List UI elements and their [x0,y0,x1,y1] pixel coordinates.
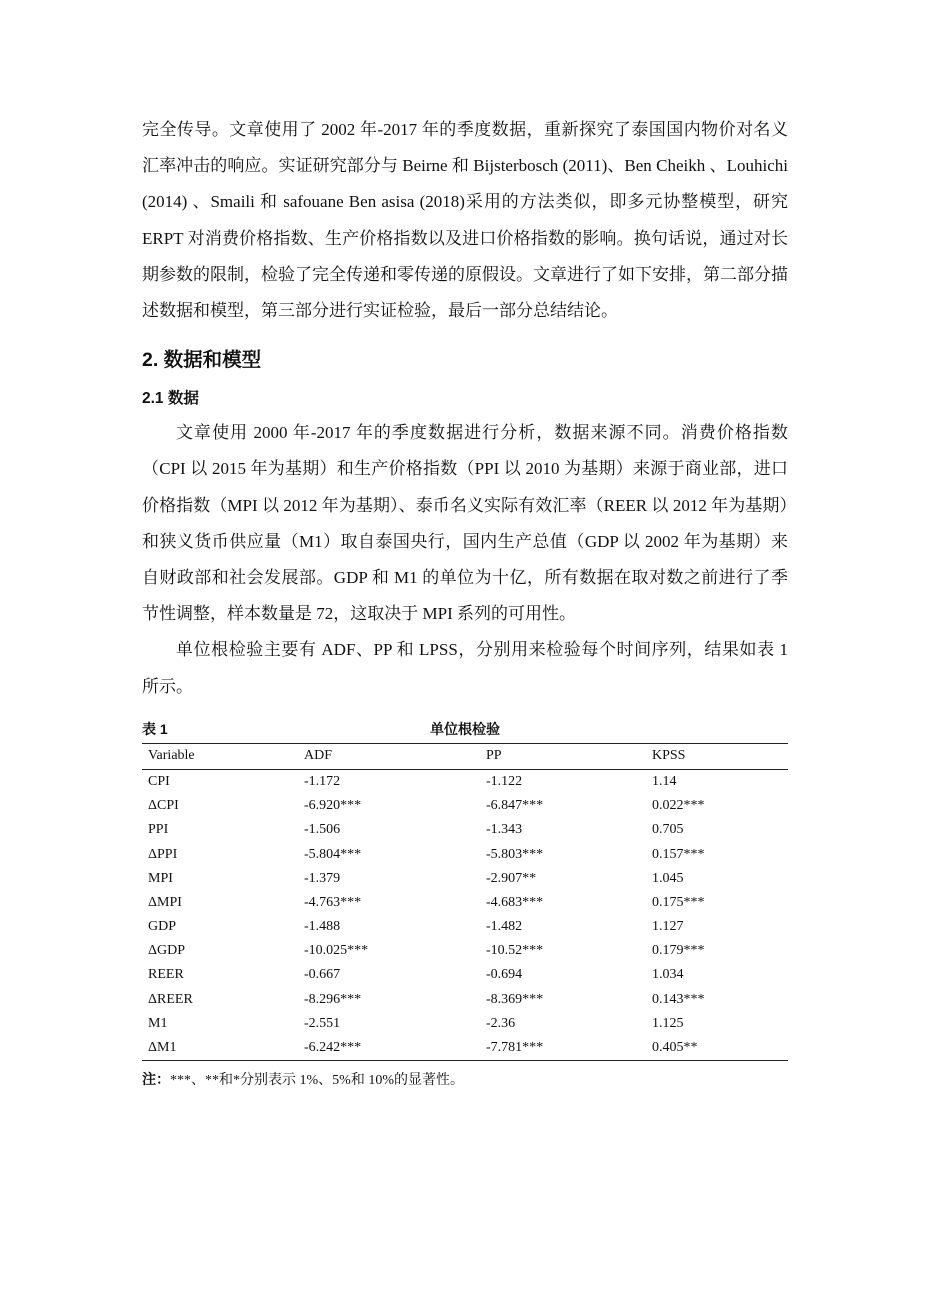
cell-pp: -0.694 [486,967,523,983]
cell-pp: -7.781*** [480,1036,646,1061]
table-row [142,818,788,842]
cell-variable: PPI [148,822,169,838]
note-label: 注： [142,1071,170,1088]
table-header-row [142,743,788,769]
cell-kpss: 0.175*** [652,894,705,910]
table-number: 表 1 [142,720,168,737]
cell-pp: -6.847*** [486,798,544,814]
cell-variable: GDP [148,919,177,935]
table-row [142,1012,788,1036]
header-adf: ADF [298,743,480,769]
table-row [142,891,788,915]
cell-adf: -8.296*** [304,991,362,1007]
intro-paragraph: 完全传导。文章使用了 2002 年-2017 年的季度数据，重新探究了泰国国内物价对名义汇率冲击的响应。实证研究部分与 Beirne 和 Bijsterbosch (2011)、Ben Cheikh 、Louhichi (2014) 、Smaili 和 safouane Ben asisa (2018)采用的方法类似，即多元协整模型，研究 ERPT 对消费价格指数、生产价格指数以及进口价格指数的影响。换句话说，通过对长期参数的限制，检验了完全传递和零传递的原假设。文章进行了如下安排，第二部分描述数据和模型，第三部分进行实证检验，最后一部分总结结论。 [142,120,788,321]
cell-adf: -1.506 [304,822,341,838]
cell-variable: M1 [148,1015,168,1031]
cell-pp: -5.803*** [486,846,544,862]
cell-adf: -2.551 [304,1015,341,1031]
unit-root-table [142,743,788,1061]
cell-pp: -1.122 [486,773,523,789]
cell-pp: -1.482 [486,919,523,935]
table-row [142,988,788,1012]
cell-adf: -6.920*** [304,798,362,814]
intro-text [142,112,788,329]
cell-pp: -2.907** [486,870,537,886]
table-title: 单位根检验 [430,720,500,737]
cell-variable: ΔPPI [148,846,178,862]
cell-kpss: 0.157*** [652,846,705,862]
cell-kpss: 0.705 [652,822,684,838]
data-description-paragraph: 文章使用 2000 年-2017 年的季度数据进行分析，数据来源不同。消费价格指数（CPI 以 2015 年为基期）和生产价格指数（PPI 以 2010 为基期）来源于商业部，进口价格指数（MPI 以 2012 年为基期）、泰币名义实际有效汇率（REER 以 2012 年为基期）和狭义货币供应量（M1）取自泰国央行，国内生产总值（GDP 以 2002 年为基期）来自财政部和社会发展部。GDP 和 M1 的单位为十亿，所有数据在取对数之前进行了季节性调整，样本数量是 72，这取决于 MPI 系列的可用性。 [142,423,788,624]
paper-page [142,112,788,1091]
cell-variable: ΔREER [148,991,193,1007]
cell-adf: -4.763*** [304,894,362,910]
table-row [142,867,788,891]
cell-pp: -8.369*** [486,991,544,1007]
table-row [142,794,788,818]
body-text [142,415,788,705]
header-kpss: KPSS [646,743,788,769]
cell-adf: -0.667 [304,967,341,983]
cell-variable: ΔCPI [148,798,179,814]
cell-adf: -5.804*** [304,846,362,862]
note-text: ***、**和*分别表示 1%、5%和 10%的显著性。 [170,1073,464,1089]
cell-adf: -1.172 [304,773,341,789]
cell-pp: -10.52*** [486,943,544,959]
cell-kpss: 0.179*** [652,943,705,959]
cell-variable: MPI [148,870,173,886]
cell-variable: CPI [148,773,170,789]
cell-variable: REER [148,967,184,983]
cell-kpss: 0.143*** [652,991,705,1007]
table-caption [142,717,788,741]
cell-pp: -4.683*** [486,894,544,910]
cell-kpss: 1.14 [652,773,677,789]
cell-variable: ΔM1 [142,1036,298,1061]
cell-kpss: 0.405** [646,1036,788,1061]
cell-pp: -1.343 [486,822,523,838]
cell-kpss: 1.045 [652,870,684,886]
header-pp: PP [480,743,646,769]
table-row [142,1036,788,1061]
cell-adf: -1.379 [304,870,341,886]
table-row [142,769,788,794]
section-heading: 2. 数据和模型 [142,349,262,372]
cell-variable: ΔMPI [148,894,182,910]
subsection-heading: 2.1 数据 [142,390,199,408]
cell-kpss: 1.034 [652,967,684,983]
table-row [142,842,788,866]
cell-adf: -1.488 [304,919,341,935]
table-note [142,1069,788,1091]
cell-pp: -2.36 [486,1015,516,1031]
cell-adf: -6.242*** [298,1036,480,1061]
table-row [142,939,788,963]
header-variable: Variable [142,743,298,769]
unit-root-paragraph: 单位根检验主要有 ADF、PP 和 LPSS，分别用来检验每个时间序列，结果如表 1 所示。 [142,640,788,696]
table-body [142,769,788,1060]
table-row [142,963,788,987]
table-row [142,915,788,939]
cell-variable: ΔGDP [148,943,186,959]
cell-kpss: 0.022*** [652,798,705,814]
cell-kpss: 1.127 [652,919,684,935]
cell-adf: -10.025*** [304,943,369,959]
cell-kpss: 1.125 [652,1015,684,1031]
